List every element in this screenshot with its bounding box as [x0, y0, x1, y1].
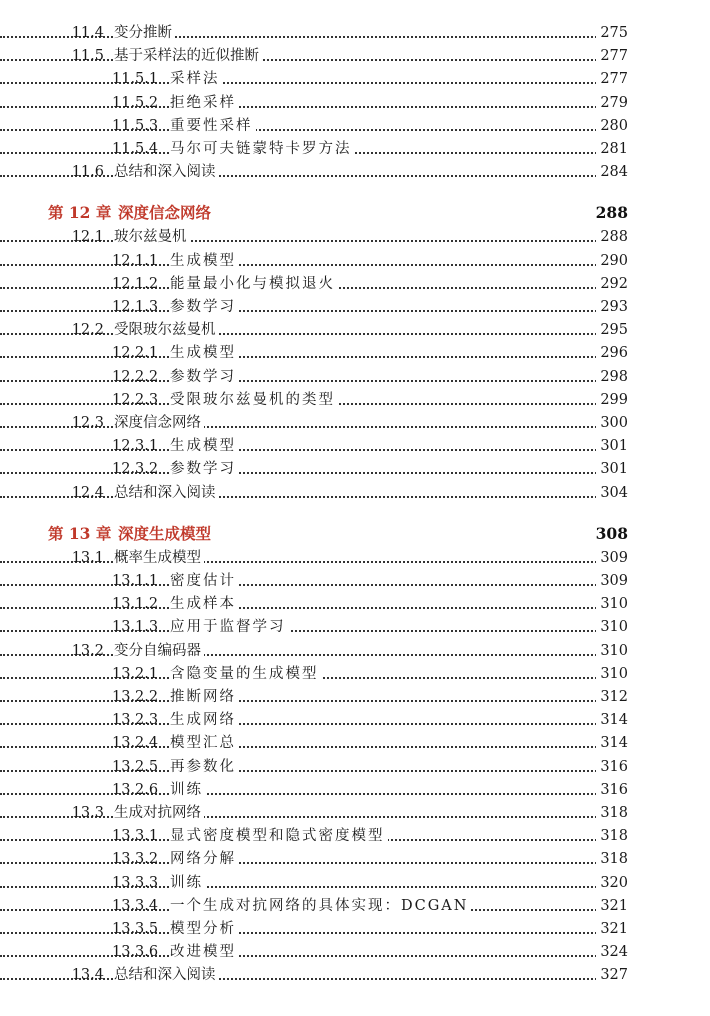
- toc-entry-page-number: 318: [596, 825, 628, 847]
- toc-entry-number: 11.4: [71, 25, 104, 41]
- toc-entry-page-number: 279: [596, 92, 628, 114]
- toc-entry-page-number: 324: [596, 941, 628, 963]
- toc-entry-number: 13.2.1: [112, 665, 159, 682]
- toc-subsection-entry[interactable]: [0, 366, 710, 388]
- toc-entry-title: 生成模型: [170, 250, 239, 272]
- toc-subsection-entry[interactable]: [0, 273, 710, 295]
- toc-entry-page-number: 310: [596, 616, 628, 638]
- toc-subsection-entry[interactable]: [0, 895, 710, 917]
- toc-entry-title: 生成对抗网络: [114, 802, 204, 824]
- dot-leader: [0, 68, 628, 90]
- toc-entry-page-number: 321: [596, 918, 628, 940]
- toc-subsection-entry[interactable]: [0, 709, 710, 731]
- toc-entry-number: 13.2.2: [112, 689, 159, 705]
- toc-section-entry[interactable]: [0, 802, 710, 824]
- toc-entry-page-number: 308: [592, 523, 628, 545]
- toc-entry-title: 训练: [170, 779, 206, 801]
- toc-subsection-entry[interactable]: [0, 138, 710, 160]
- toc-entry-page-number: 312: [596, 686, 628, 708]
- toc-entry-number: 13.3.5: [112, 921, 159, 937]
- toc-entry-title: 重要性采样: [170, 115, 256, 137]
- dot-leader: [0, 732, 628, 754]
- toc-entry-page-number: 314: [596, 709, 628, 731]
- toc-entry-number: 12.1.2: [112, 275, 159, 292]
- toc-entry-title: 变分推断: [114, 22, 175, 44]
- toc-entry-number: 12.2: [71, 322, 104, 339]
- toc-entry-page-number: 277: [596, 68, 628, 90]
- toc-entry-page-number: 284: [596, 161, 628, 183]
- toc-entry-number: 13.3.2: [112, 851, 159, 868]
- dot-leader: [0, 250, 628, 272]
- toc-subsection-entry[interactable]: [0, 872, 710, 894]
- toc-entry-number: 13.3.3: [112, 874, 159, 891]
- toc-entry-page-number: 314: [596, 732, 628, 754]
- toc-entry-number: 13.2.3: [112, 712, 159, 729]
- toc-subsection-entry[interactable]: [0, 389, 710, 411]
- toc-entry-title: 一个生成对抗网络的具体实现：DCGAN: [170, 895, 471, 917]
- toc-entry-title: 参数学习: [170, 366, 239, 388]
- toc-entry-page-number: 290: [596, 250, 628, 272]
- toc-section-entry[interactable]: [0, 482, 710, 504]
- toc-entry-page-number: 292: [596, 273, 628, 295]
- toc-entry-page-number: 310: [596, 593, 628, 615]
- toc-entry-number: 11.5.3: [112, 117, 159, 134]
- dot-leader: [0, 435, 628, 457]
- toc-entry-number: 12.3.1: [112, 438, 159, 455]
- toc-section-entry[interactable]: [0, 964, 710, 986]
- toc-entry-number: 12.2.1: [112, 345, 159, 362]
- toc-entry-title: 深度信念网络: [118, 202, 214, 224]
- toc-entry-number: 13.1: [71, 549, 104, 566]
- toc-entry-page-number: 321: [596, 895, 628, 917]
- toc-entry-page-number: 280: [596, 115, 628, 137]
- toc-entry-number: 12.2.2: [112, 368, 159, 385]
- toc-entry-title: 生成模型: [170, 342, 239, 364]
- toc-subsection-entry[interactable]: [0, 779, 710, 801]
- toc-entry-page-number: 304: [596, 482, 628, 504]
- dot-leader: [0, 115, 628, 137]
- toc-entry-page-number: 327: [596, 964, 628, 986]
- toc-subsection-entry[interactable]: [0, 92, 710, 114]
- dot-leader: [0, 616, 628, 638]
- dot-leader: [0, 756, 628, 778]
- toc-entry-number: 13.3.1: [112, 828, 159, 845]
- toc-entry-title: 拒绝采样: [170, 92, 239, 114]
- toc-entry-number: 12.1: [71, 229, 104, 246]
- dot-leader: [0, 342, 628, 364]
- toc-entry-page-number: 316: [596, 779, 628, 801]
- toc-chapter-entry[interactable]: [0, 523, 710, 545]
- toc-entry-page-number: 318: [596, 802, 628, 824]
- toc-entry-title: 玻尔兹曼机: [114, 226, 190, 248]
- dot-leader: [0, 848, 628, 870]
- toc-subsection-entry[interactable]: [0, 918, 710, 940]
- toc-entry-number: 13.3: [71, 805, 104, 821]
- toc-section-entry[interactable]: [0, 226, 710, 248]
- dot-leader: [0, 709, 628, 731]
- toc-subsection-entry[interactable]: [0, 756, 710, 778]
- toc-subsection-entry[interactable]: [0, 68, 710, 90]
- dot-leader: [0, 941, 628, 963]
- toc-subsection-entry[interactable]: [0, 825, 710, 847]
- toc-entry-page-number: 300: [596, 412, 628, 434]
- toc-entry-page-number: 309: [596, 570, 628, 592]
- toc-subsection-entry[interactable]: [0, 732, 710, 754]
- toc-subsection-entry[interactable]: [0, 593, 710, 615]
- dot-leader: [0, 296, 628, 318]
- toc-entry-page-number: 320: [596, 872, 628, 894]
- toc-entry-number: 12.2.3: [112, 391, 159, 408]
- toc-entry-number: 13.2.4: [112, 735, 159, 752]
- toc-subsection-entry[interactable]: [0, 848, 710, 870]
- toc-entry-number: 13.3.4: [112, 897, 159, 914]
- toc-entry-page-number: 310: [596, 640, 628, 662]
- toc-section-entry[interactable]: [0, 640, 710, 662]
- dot-leader: [0, 92, 628, 114]
- toc-entry-number: 12.3.2: [112, 461, 159, 478]
- toc-entry-number: 13.4: [71, 967, 104, 984]
- toc-subsection-entry[interactable]: [0, 570, 710, 592]
- toc-subsection-entry[interactable]: [0, 250, 710, 272]
- toc-section-entry[interactable]: [0, 45, 710, 67]
- toc-entry-title: 模型分析: [170, 918, 239, 940]
- toc-chapter-entry[interactable]: [0, 202, 710, 224]
- dot-leader: [0, 918, 628, 940]
- toc-entry-page-number: 299: [596, 389, 628, 411]
- toc-entry-number: 13.2: [71, 642, 104, 659]
- toc-subsection-entry[interactable]: [0, 663, 710, 685]
- toc-entry-title: 显式密度模型和隐式密度模型: [170, 825, 388, 847]
- toc-entry-title: 总结和深入阅读: [114, 482, 219, 504]
- toc-subsection-entry[interactable]: [0, 941, 710, 963]
- toc-entry-title: 变分自编码器: [114, 640, 204, 662]
- toc-entry-number: 11.5.2: [112, 94, 159, 111]
- toc-section-entry[interactable]: [0, 412, 710, 434]
- toc-entry-number: 11.5: [71, 48, 104, 65]
- toc-entry-title: 密度估计: [170, 570, 239, 592]
- toc-entry-number: 13.2.6: [112, 781, 159, 798]
- toc-entry-number: 12.1.1: [112, 252, 159, 269]
- toc-entry-title: 生成模型: [170, 435, 239, 457]
- toc-entry-number: 11.6: [71, 164, 104, 181]
- toc-entry-number: 12.1.3: [112, 299, 159, 315]
- toc-entry-page-number: 288: [592, 202, 628, 224]
- toc-entry-number: 12.3: [71, 415, 104, 431]
- toc-subsection-entry[interactable]: [0, 616, 710, 638]
- toc-entry-number: 13.2.5: [112, 758, 159, 775]
- toc-entry-page-number: 296: [596, 342, 628, 364]
- toc-entry-title: 深度信念网络: [114, 412, 204, 434]
- toc-entry-page-number: 301: [596, 435, 628, 457]
- toc-entry-page-number: 288: [596, 226, 628, 248]
- toc-subsection-entry[interactable]: [0, 686, 710, 708]
- toc-entry-title: 总结和深入阅读: [114, 161, 219, 183]
- toc-entry-title: 总结和深入阅读: [114, 964, 219, 986]
- toc-entry-page-number: 310: [596, 663, 628, 685]
- toc-entry-title: 训练: [170, 872, 206, 894]
- toc-entry-title: 能量最小化与模拟退火: [170, 273, 338, 295]
- dot-leader: [0, 872, 628, 894]
- toc-entry-page-number: 316: [596, 756, 628, 778]
- toc-entry-number: 13.1.2: [112, 596, 159, 613]
- toc-entry-title: 参数学习: [170, 296, 239, 318]
- dot-leader: [0, 779, 628, 801]
- toc-entry-title: 马尔可夫链蒙特卡罗方法: [170, 138, 355, 160]
- toc-entry-number: 12.4: [71, 484, 104, 501]
- toc-entry-title: 生成样本: [170, 593, 239, 615]
- toc-subsection-entry[interactable]: [0, 342, 710, 364]
- toc-entry-page-number: 298: [596, 366, 628, 388]
- toc-entry-number: 13.3.6: [112, 944, 159, 961]
- toc-entry-number: 11.5.1: [112, 71, 159, 88]
- toc-section-entry[interactable]: [0, 547, 710, 569]
- toc-entry-number: 13.1.3: [112, 619, 159, 636]
- toc-subsection-entry[interactable]: [0, 458, 710, 480]
- toc-entry-title: 含隐变量的生成模型: [170, 663, 322, 685]
- toc-subsection-entry[interactable]: [0, 296, 710, 318]
- toc-entry-title: 改进模型: [170, 941, 239, 963]
- toc-entry-page-number: 293: [596, 296, 628, 318]
- toc-entry-title: 参数学习: [170, 458, 239, 480]
- toc-entry-page-number: 301: [596, 458, 628, 480]
- toc-entry-title: 模型汇总: [170, 732, 239, 754]
- toc-entry-page-number: 295: [596, 319, 628, 341]
- toc-entry-number: 13.1.1: [112, 573, 159, 589]
- toc-entry-title: 采样法: [170, 68, 223, 90]
- toc-entry-title: 概率生成模型: [114, 547, 204, 569]
- toc-entry-page-number: 281: [596, 138, 628, 160]
- toc-entry-title: 应用于监督学习: [170, 616, 289, 638]
- toc-entry-title: 再参数化: [170, 756, 239, 778]
- toc-entry-title: 生成网络: [170, 709, 239, 731]
- dot-leader: [0, 366, 628, 388]
- dot-leader: [0, 593, 628, 615]
- dot-leader: [0, 686, 628, 708]
- toc-entry-number: 11.5.4: [112, 141, 159, 157]
- dot-leader: [0, 570, 628, 592]
- toc-entry-page-number: 275: [596, 22, 628, 44]
- toc-entry-title: 网络分解: [170, 848, 239, 870]
- toc-entry-title: 基于采样法的近似推断: [114, 45, 262, 67]
- toc-section-entry[interactable]: [0, 319, 710, 341]
- toc-entry-number: 第 13 章: [48, 523, 112, 543]
- toc-entry-title: 推断网络: [170, 686, 239, 708]
- toc-entry-page-number: 277: [596, 45, 628, 67]
- toc-entry-page-number: 318: [596, 848, 628, 870]
- toc-section-entry[interactable]: [0, 161, 710, 183]
- toc-entry-page-number: 309: [596, 547, 628, 569]
- toc-subsection-entry[interactable]: [0, 115, 710, 137]
- toc-section-entry[interactable]: [0, 22, 710, 44]
- dot-leader: [0, 458, 628, 480]
- toc-entry-title: 受限玻尔兹曼机的类型: [170, 389, 338, 411]
- toc-entry-number: 第 12 章: [48, 203, 112, 223]
- toc-subsection-entry[interactable]: [0, 435, 710, 457]
- toc-entry-title: 深度生成模型: [118, 523, 214, 545]
- toc-entry-title: 受限玻尔兹曼机: [114, 319, 219, 341]
